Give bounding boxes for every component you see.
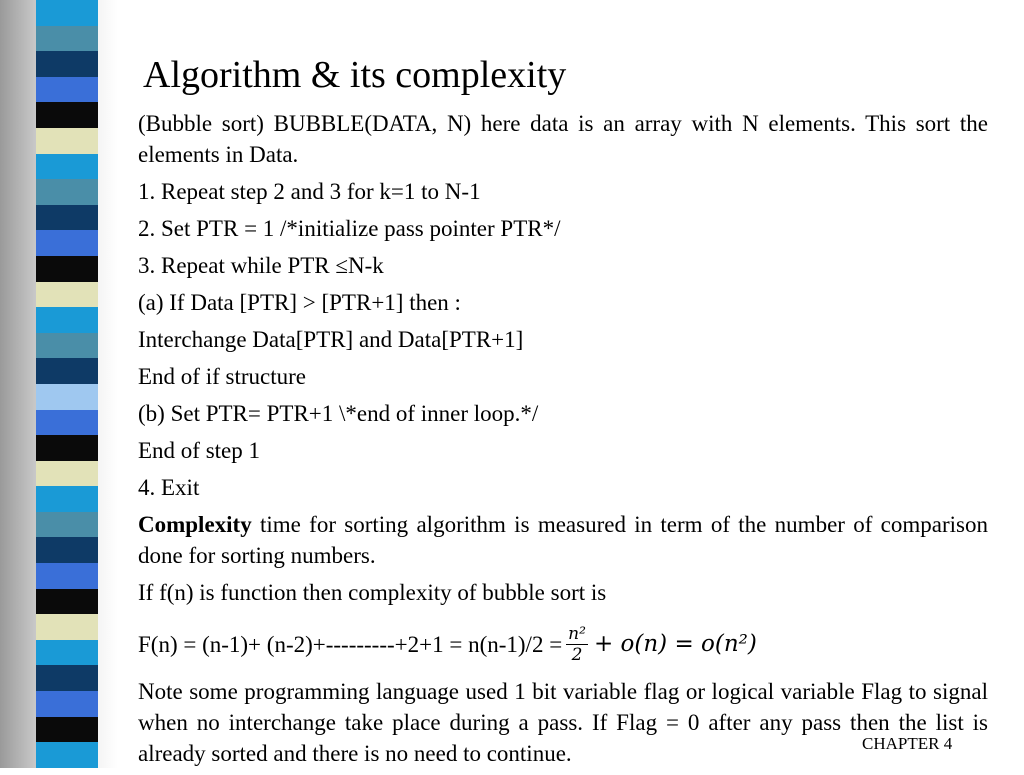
formula-right: + o(n) = o(n²)	[593, 630, 757, 657]
stripe-segment	[36, 486, 98, 512]
formula-fraction	[566, 624, 588, 665]
slide-title: Algorithm & its complexity	[143, 54, 567, 96]
stripe-segment	[36, 230, 98, 256]
fraction-numerator: n²	[568, 623, 586, 644]
stripe-segment	[36, 102, 98, 128]
slide-body	[138, 108, 988, 775]
stripe-segment	[36, 384, 98, 410]
algorithm-step: (b) Set PTR= PTR+1 \*end of inner loop.*/	[138, 401, 539, 426]
stripe-segment	[36, 205, 98, 231]
function-line: If f(n) is function then complexity of bubble sort is	[138, 580, 607, 605]
formula-left: F(n) = (n-1)+ (n-2)+---------+2+1 = n(n-1)/2 =	[138, 631, 563, 657]
stripe-segment	[36, 26, 98, 52]
stripe-segment	[36, 614, 98, 640]
stripe-segment	[36, 512, 98, 538]
algorithm-step: 4. Exit	[138, 475, 200, 500]
note-paragraph: Note some programming language used 1 bit variable flag or logical variable Flag to signal when no interchange take place during a pass. If Flag = 0 after any pass then the list is already sorted and there is no need to continue.	[138, 679, 988, 766]
fraction-denominator: 2	[571, 644, 583, 665]
complexity-formula	[138, 622, 988, 666]
stripe-segment	[36, 717, 98, 743]
algorithm-step: (a) If Data [PTR] > [PTR+1] then :	[138, 290, 461, 315]
algorithm-step: 3. Repeat while PTR ≤N-k	[138, 253, 384, 278]
intro-paragraph: (Bubble sort) BUBBLE(DATA, N) here data is an array with N elements. This sort the elements in Data.	[138, 111, 988, 167]
stripe-segment	[36, 333, 98, 359]
decorative-color-stripe	[36, 0, 98, 768]
stripe-segment	[36, 0, 98, 26]
stripe-segment	[36, 256, 98, 282]
stripe-segment	[36, 665, 98, 691]
stripe-segment	[36, 154, 98, 180]
complexity-heading: Complexity	[138, 512, 252, 537]
stripe-segment	[36, 307, 98, 333]
stripe-segment	[36, 282, 98, 308]
stripe-segment	[36, 563, 98, 589]
algorithm-step: 2. Set PTR = 1 /*initialize pass pointer PTR*/	[138, 216, 561, 241]
complexity-paragraph	[138, 509, 988, 571]
stripe-segment	[36, 461, 98, 487]
stripe-segment	[36, 435, 98, 461]
stripe-segment	[36, 691, 98, 717]
stripe-segment	[36, 77, 98, 103]
algorithm-step: Interchange Data[PTR] and Data[PTR+1]	[138, 327, 524, 352]
stripe-segment	[36, 179, 98, 205]
algorithm-step: End of if structure	[138, 364, 306, 389]
stripe-segment	[36, 410, 98, 436]
algorithm-step: 1. Repeat step 2 and 3 for k=1 to N-1	[138, 179, 481, 204]
stripe-segment	[36, 358, 98, 384]
chapter-label: CHAPTER 4	[862, 734, 953, 753]
algorithm-step: End of step 1	[138, 438, 261, 463]
stripe-segment	[36, 51, 98, 77]
stripe-segment	[36, 640, 98, 666]
stripe-segment	[36, 128, 98, 154]
complexity-text: time for sorting algorithm is measured in term of the number of comparison done for sorting numbers.	[138, 512, 988, 568]
stripe-segment	[36, 742, 98, 768]
stripe-segment	[36, 589, 98, 615]
stripe-segment	[36, 537, 98, 563]
